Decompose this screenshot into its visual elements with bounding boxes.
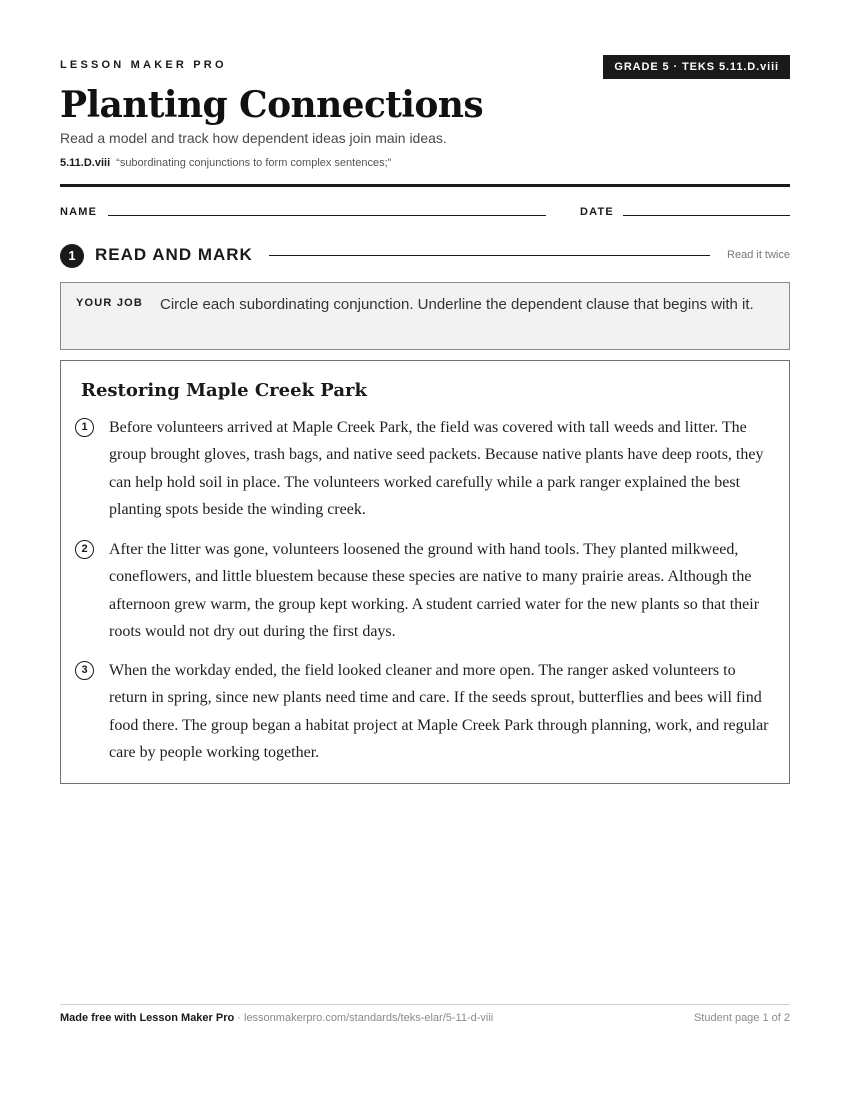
footer-page-number: Student page 1 of 2 [693, 1012, 790, 1024]
standard-text: “subordinating conjunctions to form complex sentences;” [116, 157, 392, 169]
top-bar [60, 57, 790, 79]
paragraph-number: 1 [75, 418, 94, 437]
paragraph-text: After the litter was gone, volunteers loosened the ground with hand tools. They planted milkweed, coneflowers, and little bluestem because these species are native to many prairie areas. Although the afternoon grew warm, the group kept working. A student carried water for the new plants so that their roots would not dry out during the first days. [109, 541, 760, 641]
instructions-label: YOUR JOB [76, 297, 144, 309]
paragraph-text: When the workday ended, the field looked cleaner and more open. The ranger asked volunteers to return in spring, since new plants need time and care. If the seeds sprout, butterflies and bees will find food there. The group began a habitat project at Maple Creek Park through planning, work, and regular care by people working together. [109, 662, 769, 762]
instructions-box [60, 282, 790, 350]
step-number-badge: 1 [60, 244, 84, 268]
footer-divider [60, 1004, 790, 1005]
grade-badge: GRADE 5 · TEKS 5.11.D.viii [603, 55, 790, 79]
brand-name: LESSON MAKER PRO [60, 59, 227, 71]
section-header [60, 243, 790, 269]
footer-brand: Made free with Lesson Maker Pro [60, 1012, 235, 1024]
instructions-text: Circle each subordinating conjunction. Underline the dependent clause that begins with it. [160, 296, 754, 313]
section-note: Read it twice [727, 249, 790, 261]
page-title: Planting Connections [60, 84, 484, 126]
passage-title: Restoring Maple Creek Park [81, 380, 367, 401]
name-field[interactable] [108, 215, 546, 216]
paragraph-number: 3 [75, 661, 94, 680]
header-divider [60, 184, 790, 187]
date-label: DATE [580, 206, 614, 218]
section-divider [269, 255, 710, 256]
name-label: NAME [60, 206, 98, 218]
paragraph-number: 2 [75, 540, 94, 559]
footer-separator: · [234, 1012, 244, 1024]
page-subtitle: Read a model and track how dependent ideas join main ideas. [60, 130, 447, 146]
standard-code: 5.11.D.viii [60, 157, 111, 169]
reading-passage [60, 360, 790, 784]
date-field[interactable] [623, 215, 790, 216]
paragraph-text: Before volunteers arrived at Maple Creek Park, the field was covered with tall weeds and litter. The group brought gloves, trash bags, and native seed packets. Because native plants have deep roots, they can help hold soil in place. The volunteers worked carefully while a park ranger explained the best planting spots beside the winding creek. [109, 419, 764, 519]
footer-url[interactable]: lessonmakerpro.com/standards/teks-elar/5-11-d-viii [244, 1012, 494, 1024]
footer-credit [60, 1012, 493, 1024]
section-title: READ AND MARK [95, 245, 253, 264]
worksheet-page [60, 0, 790, 1100]
standard-line [60, 157, 391, 169]
